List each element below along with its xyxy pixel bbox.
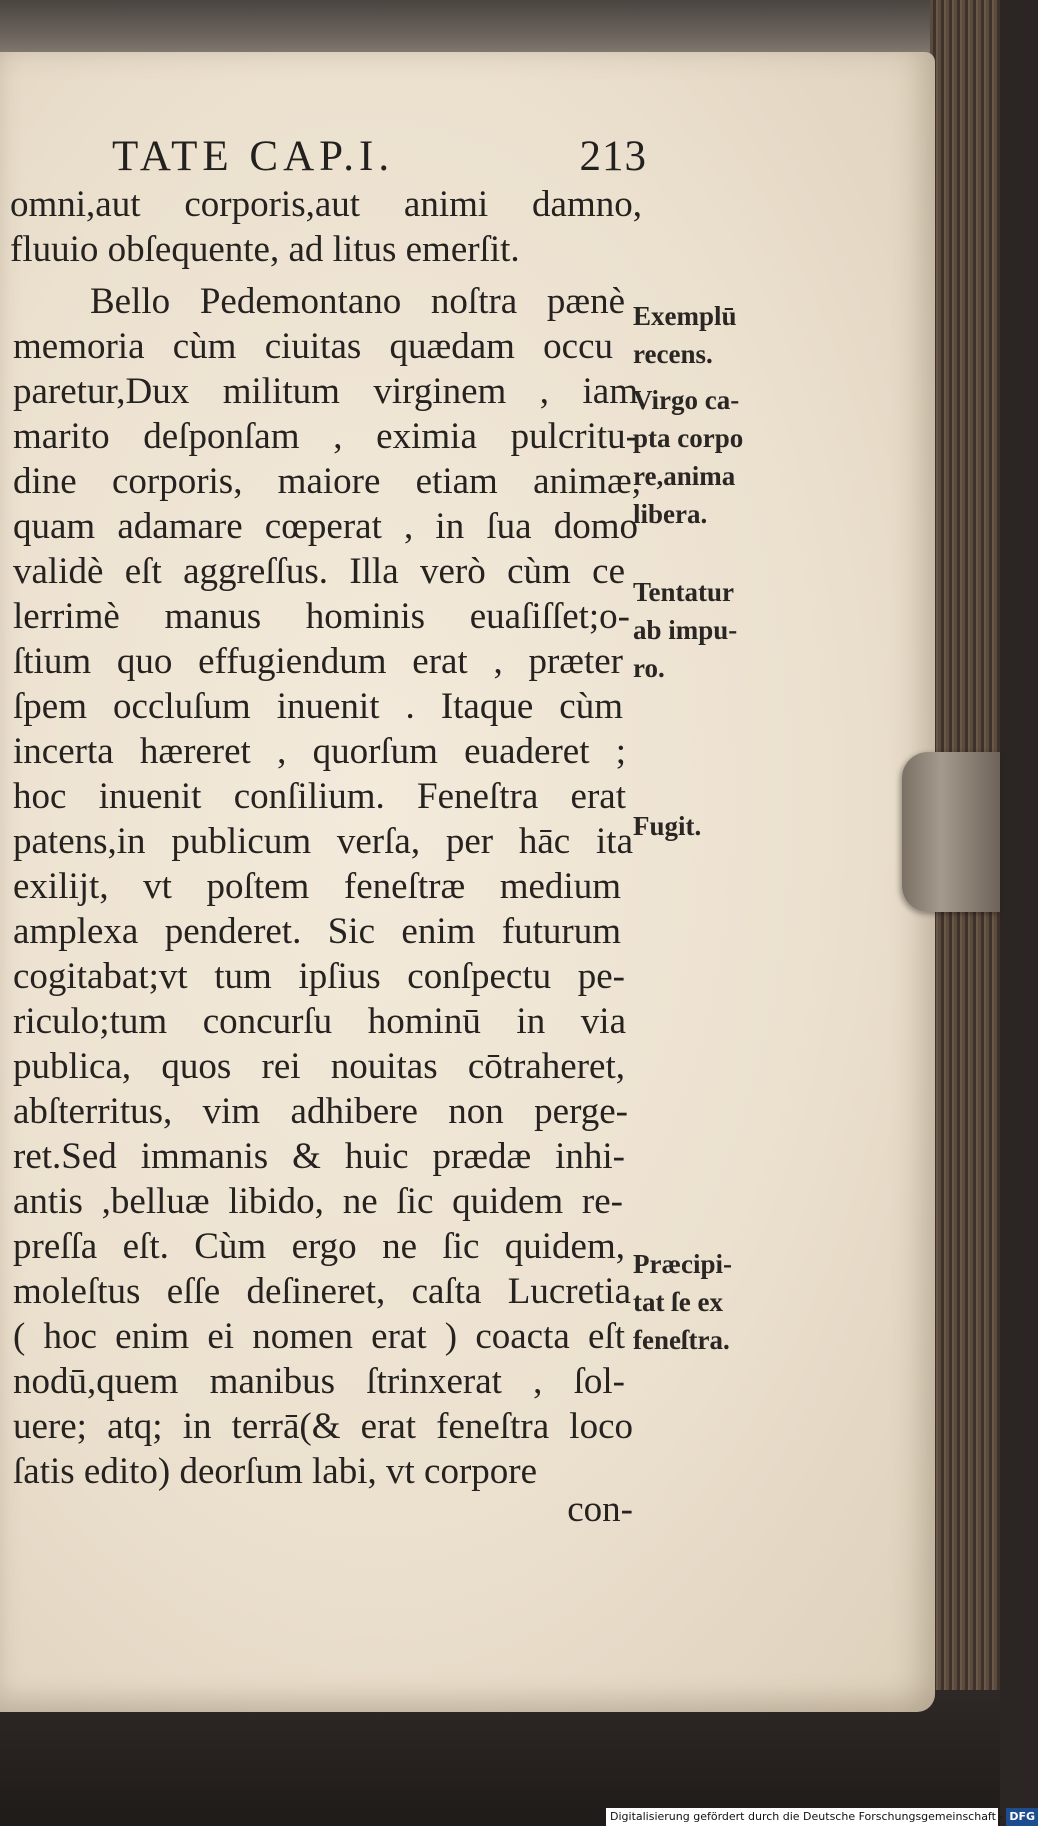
body-line: antis ,belluæ libido, ne ſic quidem re- [13,1181,623,1222]
margin-note-line: pta corpo [633,423,744,453]
digitization-footer [606,1808,1036,1826]
body-line: amplexa penderet. Sic enim futurum [13,911,621,952]
body-line: ( hoc enim ei nomen erat ) coacta eſt [13,1316,625,1357]
margin-note-line: libera. [633,499,708,529]
margin-note-line: recens. [633,339,713,369]
margin-note-line: ab impu- [633,615,738,645]
body-line: riculo;tum concurſu hominū in via [13,1001,626,1042]
body-line: preſſa eſt. Cùm ergo ne ſic quidem, [13,1226,625,1267]
body-line: hoc inuenit conſilium. Feneſtra erat [13,776,626,817]
body-line: memoria cùm ciuitas quædam occu [13,326,613,367]
page-clip [902,752,1000,912]
body-line: incerta hæreret , quorſum euaderet ; [13,731,626,772]
body-line: ret.Sed immanis & huic prædæ inhi- [13,1136,625,1177]
margin-note-line: Virgo ca- [633,385,740,415]
margin-note-line: Fugit. [633,811,702,841]
body-line: ſatis edito) deorſum labi, vt corpore [13,1451,538,1492]
running-head [112,132,647,182]
body-line: dine corporis, maiore etiam animæ, [13,461,641,502]
body-line: patens,in publicum verſa, per hāc ita [13,821,633,862]
page-number: 213 [579,133,647,180]
body-line: ſtium quo effugiendum erat , præter [13,641,623,682]
dfg-badge: DFG [1006,1808,1038,1826]
body-line: fluuio obſequente, ad litus emerſit. [10,229,520,270]
margin-note-line: feneſtra. [633,1325,730,1355]
body-line: lerrimè manus hominis euaſiſſet;o- [13,596,630,637]
margin-note-line: Tentatur [633,577,735,607]
margin-note-line: Præcipi- [633,1249,732,1279]
book-fore-edge [930,0,1000,1826]
body-line: abſterritus, vim adhibere non perge- [13,1091,628,1132]
body-line: quam adamare cœperat , in ſua domo [13,506,638,547]
book-top-edge [0,0,940,60]
running-head-title: TATE CAP.I. [112,133,395,180]
body-line: uere; atq; in terrā(& erat feneſtra loco [13,1406,633,1447]
body-line: nodū,quem manibus ſtrinxerat , ſol- [13,1361,625,1402]
margin-note-line: Exemplū [633,301,737,331]
body-line: ſpem occluſum inuenit . Itaque cùm [13,686,623,727]
body-line: cogitabat;vt tum ipſius conſpectu pe- [13,956,625,997]
body-line: Bello Pedemontano noſtra pænè [90,281,625,322]
body-line: validè eſt aggreſſus. Illa verò cùm ce [13,551,625,592]
body-line: moleſtus eſſe deſineret, caſta Lucretia [13,1271,631,1312]
body-line: publica, quos rei nouitas cōtraheret, [13,1046,625,1087]
catchword: con- [567,1489,633,1530]
body-line: paretur,Dux militum virginem , iam [13,371,638,412]
margin-note-line: re,anima [633,461,736,491]
footer-text: Digitalisierung gefördert durch die Deutsche Forschungsgemeinschaft - [610,1810,1004,1823]
body-line: omni,aut corporis,aut animi damno, [10,184,642,225]
margin-note-line: tat ſe ex [633,1287,723,1317]
body-line: exilijt, vt poſtem feneſtræ medium [13,866,621,907]
body-line: marito deſponſam , eximia pulcritu- [13,416,638,457]
margin-note-line: ro. [633,653,665,683]
